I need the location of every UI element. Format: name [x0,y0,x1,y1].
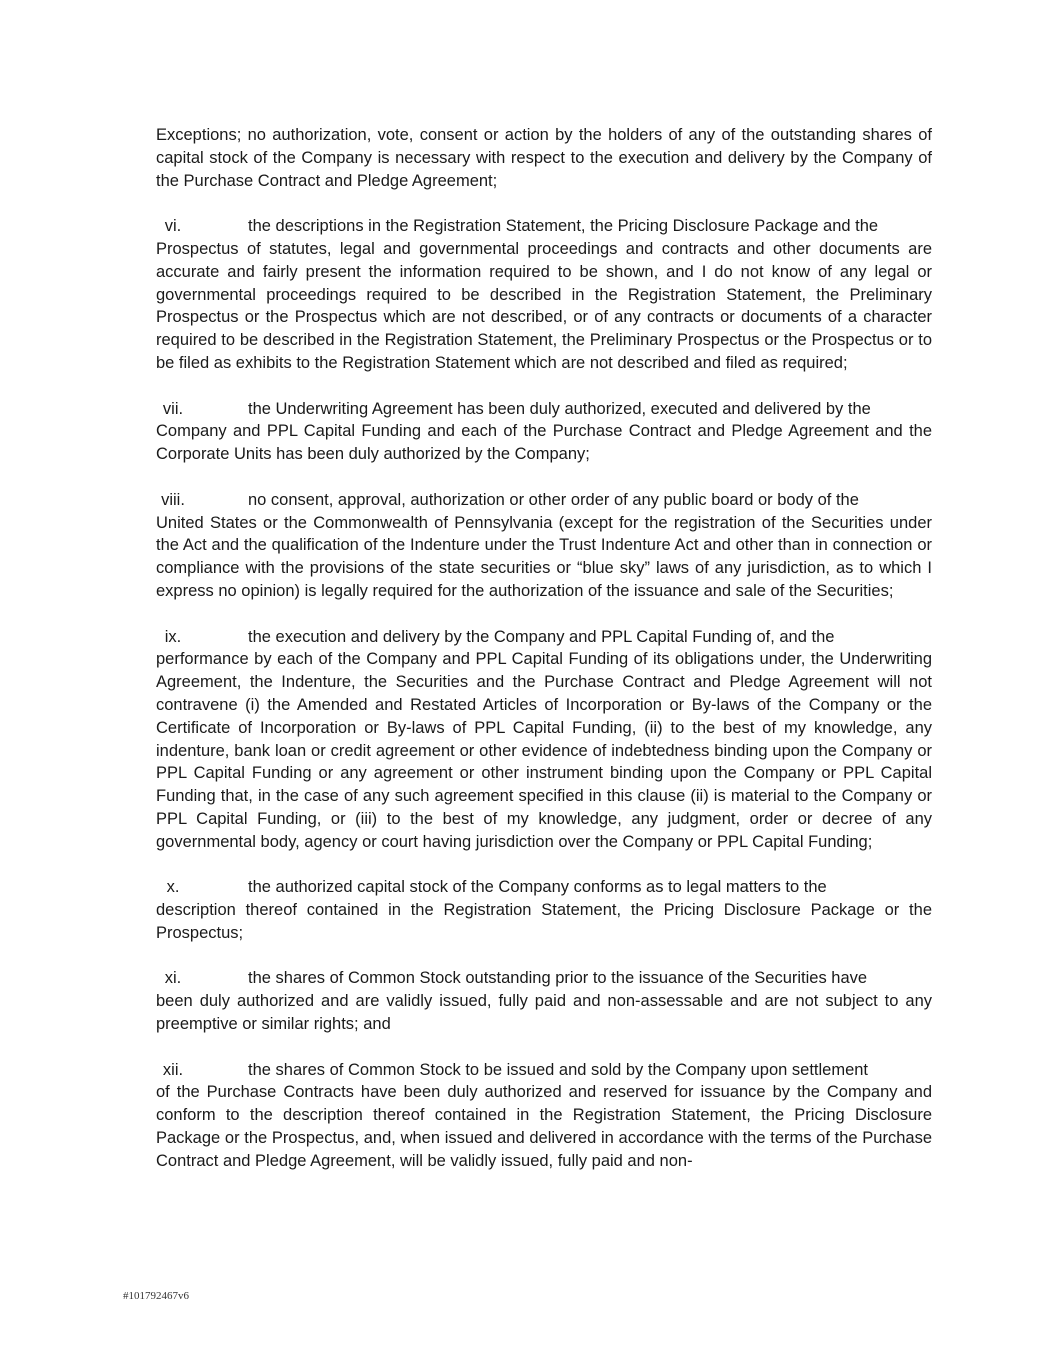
clause-first-line: the Underwriting Agreement has been duly authorized, executed and delivered by the [248,399,871,418]
clause-numeral: xii. [162,1060,184,1079]
clause-first-line: the execution and delivery by the Company and PPL Capital Funding of, and the [248,627,835,646]
document-body [156,124,932,1173]
clause-numeral: x. [166,878,180,897]
clause-text: been duly authorized and are validly issued, fully paid and non-assessable and are not subject to any preemptive or similar rights; and [156,992,932,1034]
clause-xii [156,1059,932,1173]
clause-text: description thereof contained in the Registration Statement, the Pricing Disclosure Package or the Prospectus; [156,901,932,942]
intro-paragraph: Exceptions; no authorization, vote, consent or action by the holders of any of the outstanding shares of capital stock of the Company is necessary with respect to the execution and delivery by the Company of the Purchase Contract and Pledge Agreement; [156,126,932,190]
clause-numeral: xi. [164,969,182,988]
clause-text: Company and PPL Capital Funding and each of the Purchase Contract and Pledge Agreement and the Corporate Units has been duly authorized by the Company; [156,422,932,464]
clause-x [156,876,932,944]
clause-text: of the Purchase Contracts have been duly authorized and reserved for issuance by the Company and conform to the description thereof contained in the Registration Statement, the Pricing Disclosure Package or the Prospectus, and, when issued and delivered in accordance with the terms of the Purchase Contract and Pledge Agreement, will be validly issued, fully paid and non- [156,1083,932,1170]
clause-vi [156,215,932,375]
clause-first-line: the authorized capital stock of the Company conforms as to legal matters to the [248,878,827,897]
clause-numeral: vii. [162,399,184,418]
clause-numeral: viii. [161,490,185,509]
clause-first-line: the descriptions in the Registration Statement, the Pricing Disclosure Package and the [248,217,879,236]
clause-numeral: vi. [164,217,182,236]
clause-text: performance by each of the Company and PPL Capital Funding of its obligations under, the Underwriting Agreement, the Indenture, the Securities and the Purchase Contract and Pledge Agreement will not contravene (i) the Amended and Restated Articles of Incorporation or By-laws of the Company or the Certificate of Incorporation or By-laws of PPL Capital Funding, (ii) to the best of my knowledge, any indenture, bank loan or credit agreement or other evidence of indebtedness binding upon the Company or PPL Capital Funding or any agreement or other instrument binding upon the Company or PPL Capital Funding that, in the case of any such agreement specified in this clause (ii) is material to the Company or PPL Capital Funding, or (iii) to the best of my knowledge, any judgment, order or decree of any governmental body, agency or court having jurisdiction over the Company or PPL Capital Funding; [156,650,932,851]
clause-vii [156,398,932,466]
clause-xi [156,967,932,1035]
clause-first-line: the shares of Common Stock to be issued and sold by the Company upon settlement [248,1060,869,1079]
clause-text: Prospectus of statutes, legal and governmental proceedings and contracts and other documents are accurate and fairly present the information required to be shown, and I do not know of any legal or governmental proceedings required to be described in the Registration Statement, the Preliminary Prospectus or the Prospectus which are not described, or of any contracts or documents of a character required to be described in the Registration Statement, the Preliminary Prospectus or the Prospectus or to be filed as exhibits to the Registration Statement which are not described and filed as required; [156,239,932,372]
document-id-footer: #101792467v6 [123,1290,189,1302]
clause-ix [156,626,932,854]
clause-text: United States or the Commonwealth of Pennsylvania (except for the registration of the Securities under the Act and the qualification of the Indenture under the Trust Indenture Act and other than in connection or compliance with the provisions of the state securities or “blue sky” laws of any jurisdiction, as to which I express no opinion) is legally required for the authorization of the issuance and sale of the Securities; [156,513,932,600]
clause-numeral: ix. [164,627,182,646]
clause-first-line: no consent, approval, authorization or other order of any public board or body of the [248,490,859,509]
clause-first-line: the shares of Common Stock outstanding prior to the issuance of the Securities have [248,969,868,988]
clause-viii [156,489,932,603]
